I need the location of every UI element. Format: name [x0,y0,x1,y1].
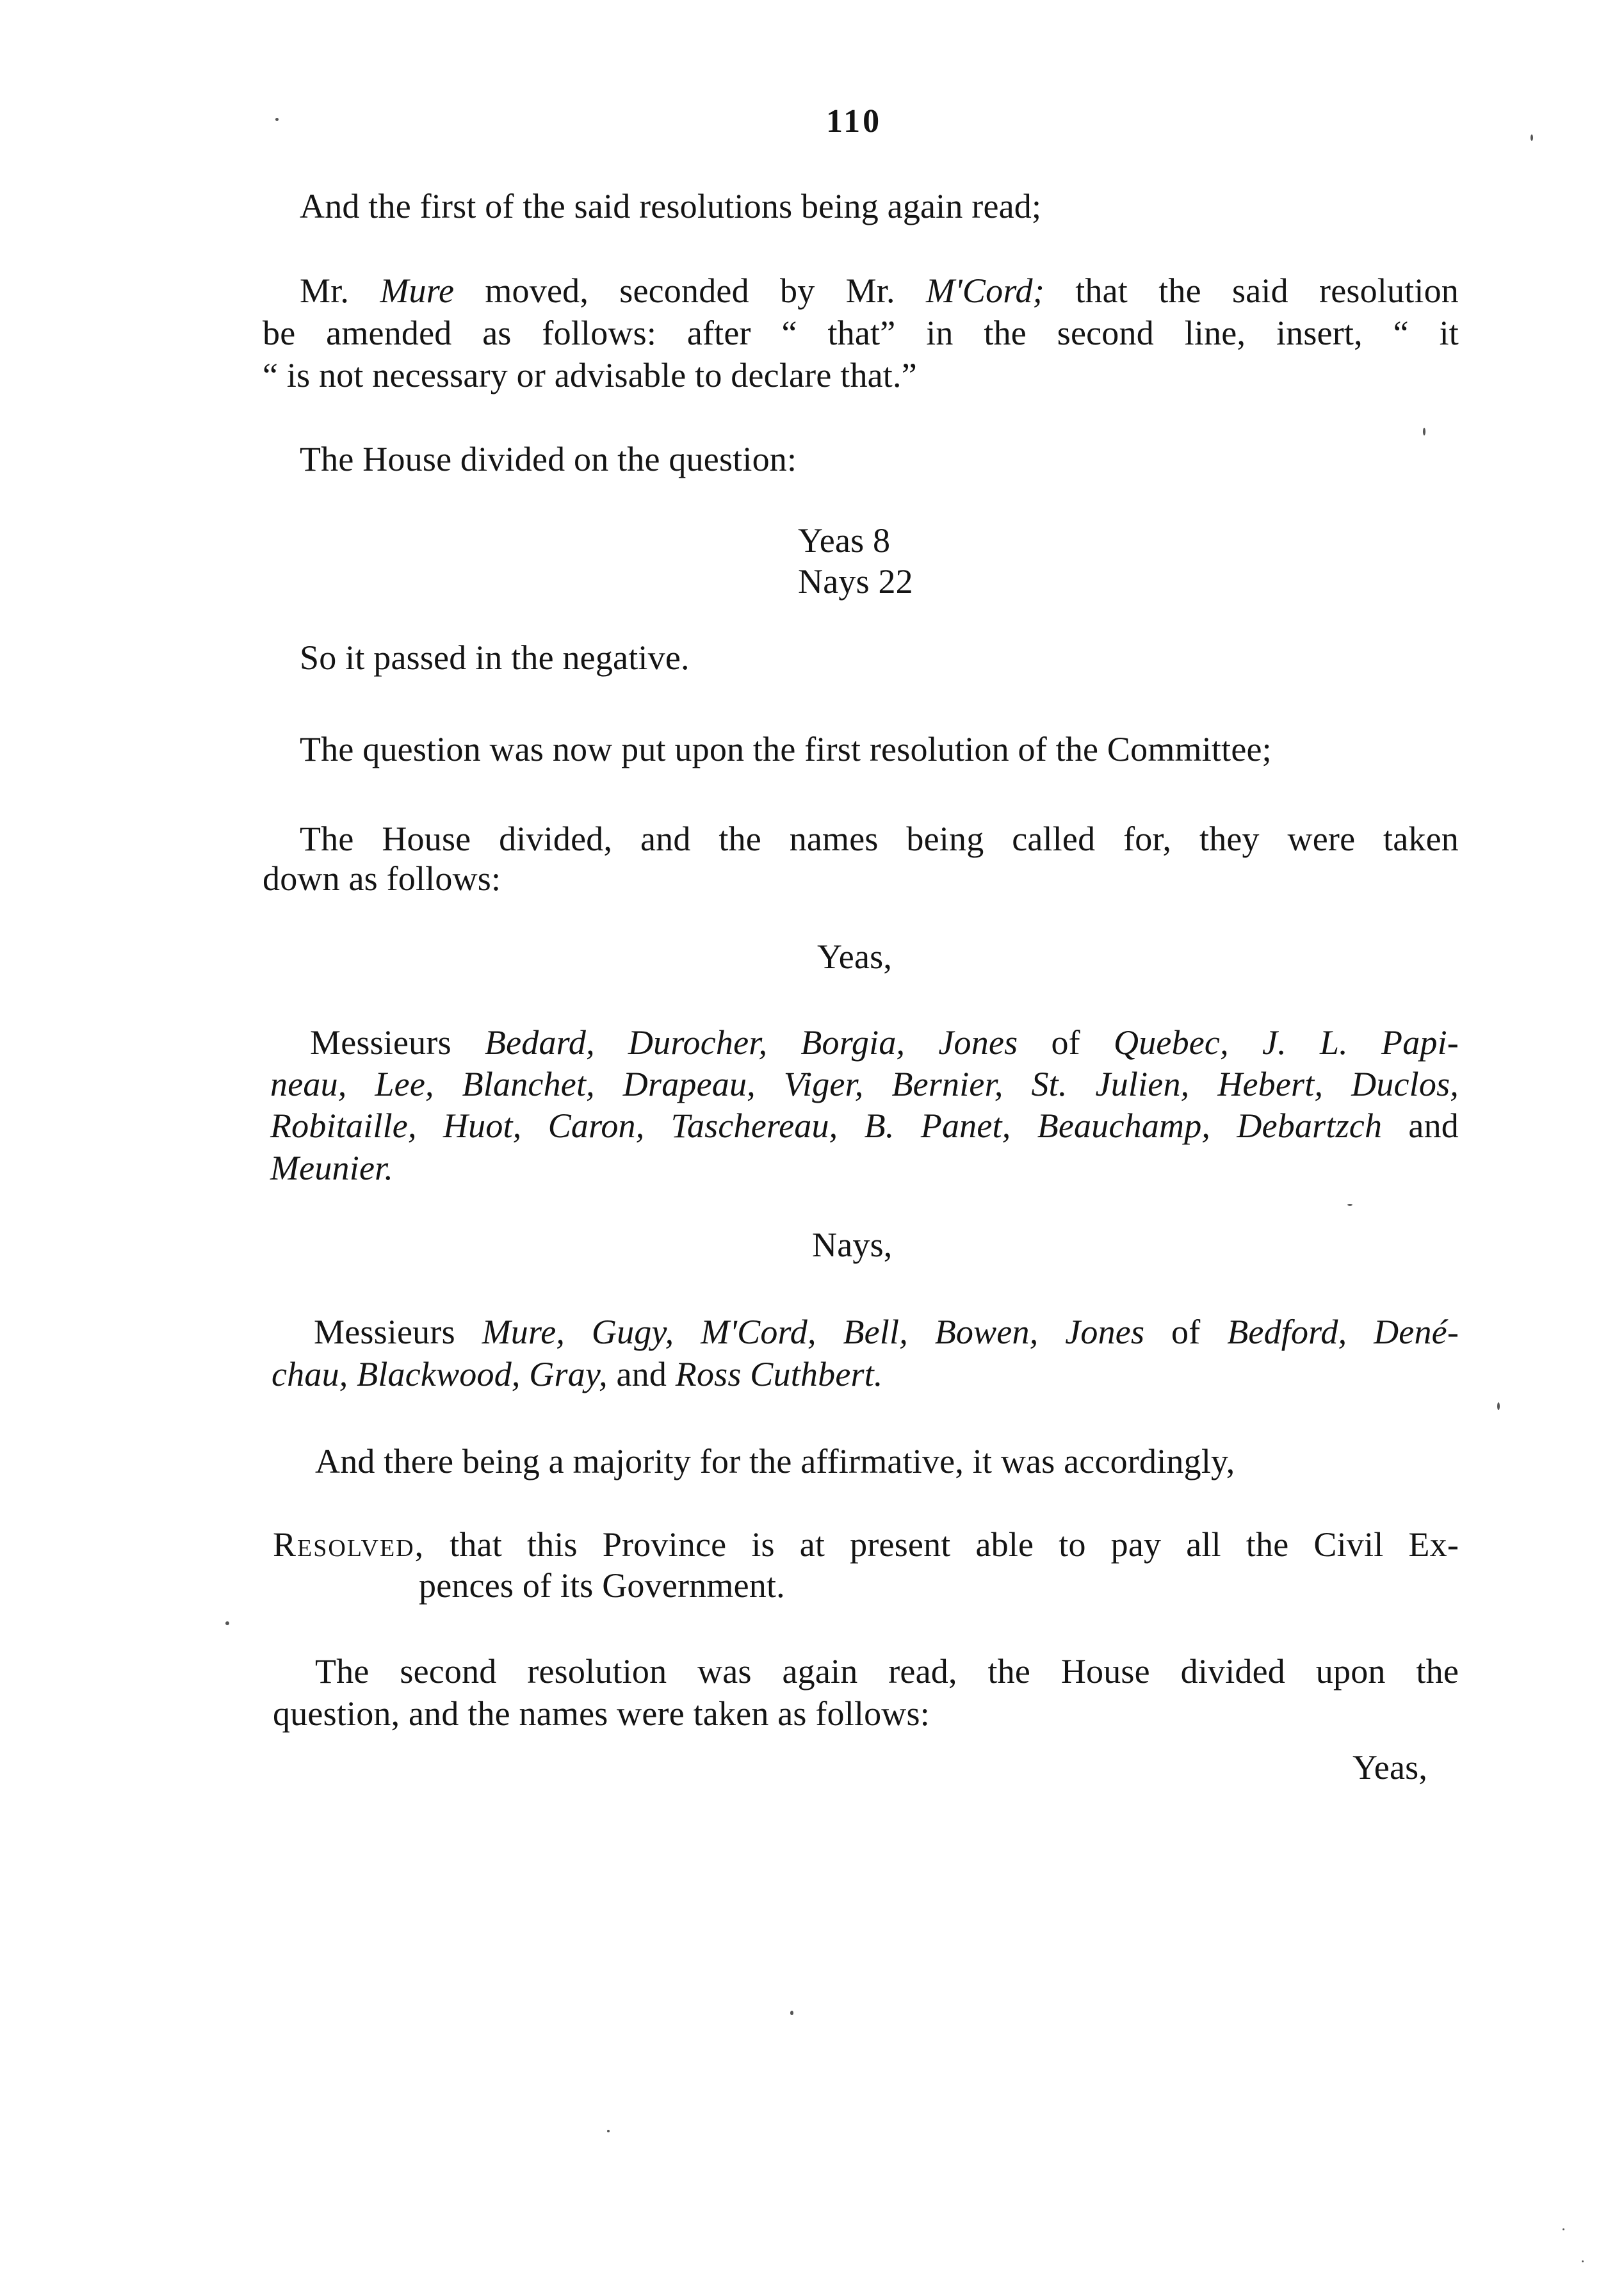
print-speck [1423,428,1425,435]
text-line: Resolved, that this Province is at present able to pay all the Civil Ex- [273,1525,1459,1564]
text-line: And there being a majority for the affirmative, it was accordingly, [315,1442,1235,1480]
text-line: The second resolution was again read, the House divided upon the [315,1652,1459,1691]
vote-count-nays: Nays 22 [798,562,913,601]
text-line: Messieurs Bedard, Durocher, Borgia, Jones of Quebec, J. L. Papi- [310,1023,1459,1062]
print-speck [1531,134,1533,141]
text-line: be amended as follows: after “ that” in the second line, insert, “ it [263,314,1459,352]
text-line: neau, Lee, Blanchet, Drapeau, Viger, Bernier, St. Julien, Hebert, Duclos, [270,1065,1459,1103]
text-line: The House divided on the question: [300,440,797,478]
print-speck [275,118,279,121]
text-line: Mr. Mure moved, seconded by Mr. M'Cord; that the said resolution [300,272,1459,310]
text-line: “ is not necessary or advisable to declare that.” [263,356,917,394]
text-line: pences of its Government. [419,1566,785,1605]
print-speck [607,2130,610,2132]
print-speck [1582,2260,1584,2262]
section-heading-nays: Nays, [812,1226,893,1264]
print-speck [225,1621,229,1625]
text-line: chau, Blackwood, Gray, and Ross Cuthbert. [272,1355,883,1393]
print-speck [1563,2228,1564,2230]
text-line: question, and the names were taken as follows: [273,1694,930,1733]
text-line: down as follows: [263,859,501,898]
catchword: Yeas, [1352,1748,1428,1787]
print-speck [790,2011,793,2015]
vote-count-yeas: Yeas 8 [798,521,891,560]
text-line: So it passed in the negative. [300,638,690,677]
text-line: Meunier. [270,1149,394,1187]
text-line: Messieurs Mure, Gugy, M'Cord, Bell, Bowen, Jones of Bedford, Dené- [314,1313,1459,1351]
text-line: The House divided, and the names being called for, they were taken [300,820,1459,858]
text-line: Robitaille, Huot, Caron, Taschereau, B. Panet, Beauchamp, Debartzch and [270,1107,1459,1145]
page-number: 110 [826,103,882,140]
text-line: And the first of the said resolutions being again read; [300,187,1042,225]
text-line: The question was now put upon the first resolution of the Committee; [300,730,1272,768]
section-heading-yeas: Yeas, [817,937,893,976]
print-speck [1347,1204,1352,1206]
print-speck [1497,1402,1500,1410]
